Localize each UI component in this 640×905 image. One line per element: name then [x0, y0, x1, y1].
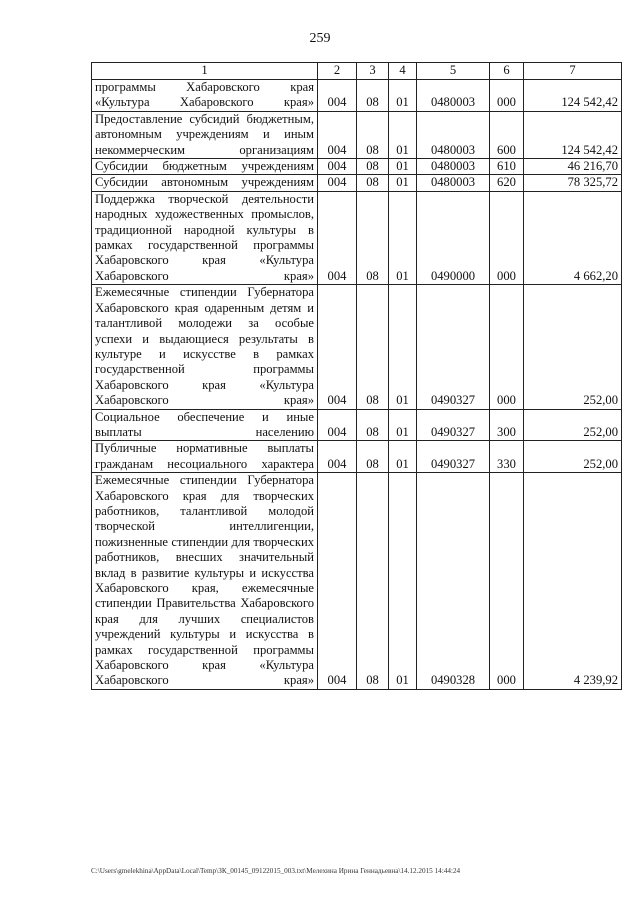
row-code-2: 004	[318, 80, 357, 112]
row-code-3: 08	[357, 111, 389, 158]
row-code-4: 01	[389, 175, 417, 191]
row-code-6: 620	[490, 175, 524, 191]
row-code-6: 000	[490, 80, 524, 112]
row-code-6: 330	[490, 441, 524, 473]
table-header-row	[92, 63, 622, 80]
row-code-5: 0490327	[417, 441, 490, 473]
row-description: Публичные нормативные выплаты гражданам несоциального характера	[92, 441, 318, 473]
row-code-4: 01	[389, 473, 417, 690]
page-number: 259	[309, 31, 331, 46]
row-amount: 252,00	[524, 409, 622, 441]
column-header-2: 2	[318, 63, 357, 80]
row-code-5: 0480003	[417, 111, 490, 158]
row-code-5: 0480003	[417, 175, 490, 191]
row-description: Ежемесячные стипендии Губернатора Хабаровского края одаренным детям и талантливой молодежи за особые успехи и выдающиеся результаты в культуре и искусстве в рамках государственной программы Хабаровского края «Культура Хабаровского края»	[92, 285, 318, 409]
row-code-3: 08	[357, 159, 389, 175]
table-row	[92, 159, 622, 175]
row-code-5: 0490327	[417, 285, 490, 409]
row-code-6: 000	[490, 285, 524, 409]
row-code-4: 01	[389, 441, 417, 473]
row-amount: 252,00	[524, 441, 622, 473]
row-amount: 46 216,70	[524, 159, 622, 175]
row-code-2: 004	[318, 191, 357, 284]
row-description: программы Хабаровского края «Культура Хабаровского края»	[92, 80, 318, 112]
column-header-5: 5	[417, 63, 490, 80]
row-code-3: 08	[357, 409, 389, 441]
column-header-6: 6	[490, 63, 524, 80]
row-code-5: 0490328	[417, 473, 490, 690]
row-code-2: 004	[318, 441, 357, 473]
row-code-2: 004	[318, 111, 357, 158]
row-code-6: 600	[490, 111, 524, 158]
column-header-7: 7	[524, 63, 622, 80]
row-code-6: 000	[490, 191, 524, 284]
row-code-5: 0480003	[417, 80, 490, 112]
table-row	[92, 473, 622, 690]
row-code-4: 01	[389, 191, 417, 284]
column-header-3: 3	[357, 63, 389, 80]
row-code-5: 0490327	[417, 409, 490, 441]
row-code-2: 004	[318, 285, 357, 409]
row-code-4: 01	[389, 159, 417, 175]
row-code-5: 0490000	[417, 191, 490, 284]
row-description: Социальное обеспечение и иные выплаты населению	[92, 409, 318, 441]
budget-table	[91, 62, 622, 690]
row-amount: 124 542,42	[524, 80, 622, 112]
table-row	[92, 441, 622, 473]
row-code-4: 01	[389, 111, 417, 158]
row-code-2: 004	[318, 473, 357, 690]
row-code-6: 300	[490, 409, 524, 441]
row-code-3: 08	[357, 473, 389, 690]
row-description: Предоставление субсидий бюджетным, автономным учреждениям и иным некоммерческим организациям	[92, 111, 318, 158]
row-code-2: 004	[318, 409, 357, 441]
row-code-6: 000	[490, 473, 524, 690]
file-path-footer: C:\Users\gmelekhina\AppData\Local\Temp\ЗК_00145_09122015_003.txt\Мелехина Ирина Геннадьевна\14.12.2015 14:44:24	[91, 867, 461, 875]
row-code-4: 01	[389, 409, 417, 441]
row-code-3: 08	[357, 441, 389, 473]
row-amount: 78 325,72	[524, 175, 622, 191]
column-header-4: 4	[389, 63, 417, 80]
table-row	[92, 175, 622, 191]
row-description: Поддержка творческой деятельности народных художественных промыслов, традиционной народной культуры в рамках государственной программы Хабаровского края «Культура Хабаровского края»	[92, 191, 318, 284]
table-row	[92, 111, 622, 158]
row-description: Субсидии бюджетным учреждениям	[92, 159, 318, 175]
row-code-3: 08	[357, 80, 389, 112]
row-code-3: 08	[357, 191, 389, 284]
row-description: Субсидии автономным учреждениям	[92, 175, 318, 191]
row-code-4: 01	[389, 285, 417, 409]
row-code-3: 08	[357, 175, 389, 191]
row-amount: 124 542,42	[524, 111, 622, 158]
column-header-1: 1	[92, 63, 318, 80]
row-code-2: 004	[318, 175, 357, 191]
row-code-2: 004	[318, 159, 357, 175]
table-row	[92, 191, 622, 284]
table-row	[92, 80, 622, 112]
row-code-4: 01	[389, 80, 417, 112]
row-amount: 4 662,20	[524, 191, 622, 284]
row-amount: 4 239,92	[524, 473, 622, 690]
table-row	[92, 409, 622, 441]
row-description: Ежемесячные стипендии Губернатора Хабаровского края для творческих работников, талантливой молодой творческой интеллигенции, пожизненные стипендии для творческих работников, внесших значительный вклад в развитие культуры и искусства Хабаровского края, ежемесячные стипендии Правительства Хабаровского края для лучших специалистов учреждений культуры и искусства в рамках государственной программы Хабаровского края «Культура Хабаровского края»	[92, 473, 318, 690]
row-code-6: 610	[490, 159, 524, 175]
table-row	[92, 285, 622, 409]
row-code-5: 0480003	[417, 159, 490, 175]
row-amount: 252,00	[524, 285, 622, 409]
row-code-3: 08	[357, 285, 389, 409]
